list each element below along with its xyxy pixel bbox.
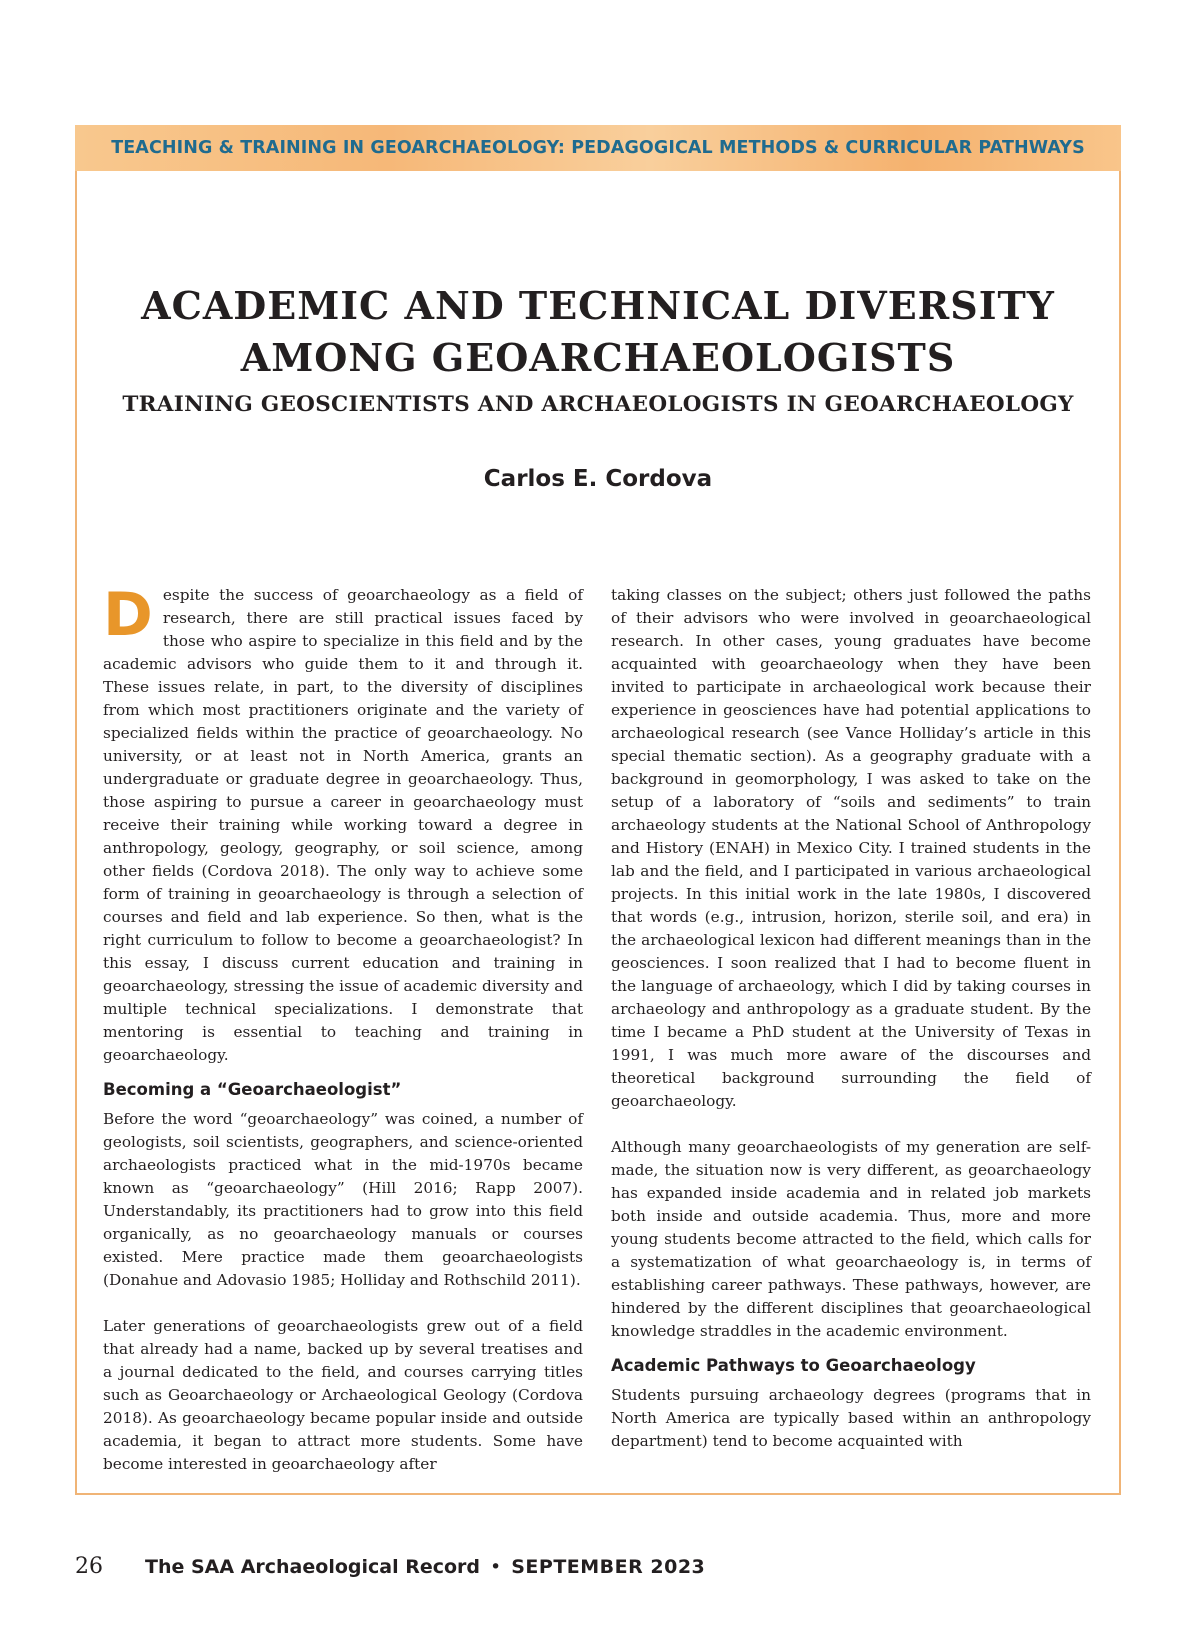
article-title [75, 280, 1121, 384]
right-column [611, 584, 1091, 1453]
issue-date: SEPTEMBER 2023 [511, 1556, 706, 1578]
paragraph: Students pursuing archaeology degrees (programs that in North America are typically based within an anthropology department) tend to become acquainted with [611, 1386, 1091, 1450]
left-column [103, 580, 583, 1476]
journal-name: The SAA Archaeological Record [145, 1556, 481, 1578]
section-banner [75, 125, 1121, 171]
footer-bullet: • [490, 1556, 502, 1578]
page-footer [75, 1554, 705, 1579]
author-name: Carlos E. Cordova [483, 466, 713, 492]
title-line-2: AMONG GEOARCHAEOLOGISTS [240, 335, 956, 380]
paragraph: Later generations of geoarchaeologists grew out of a field that already had a name, backed up by several treatises and a journal dedicated to the field, and courses carrying titles such as Geoarchaeology or Archaeological Geology (Cordova 2018). As geoarchaeology became popular inside and outside academia, it began to attract more students. Some have become interested in geoarchaeology after [103, 1317, 583, 1473]
section-heading-becoming: Becoming a “Geoarchaeologist” [103, 1080, 402, 1099]
article-subtitle: TRAINING GEOSCIENTISTS AND ARCHAEOLOGISTS IN GEOARCHAEOLOGY [122, 392, 1074, 417]
paragraph: taking classes on the subject; others just followed the paths of their advisors who were involved in geoarchaeological research. In other cases, young graduates have become acquainted with geoarchaeology when they have been invited to participate in archaeological work because their experience in geosciences have had potential applications to archaeological research (see Vance Holliday’s article in this special thematic section). As a geography graduate with a background in geomorphology, I was asked to take on the setup of a laboratory of “soils and sediments” to train archaeology students at the National School of Anthropology and History (ENAH) in Mexico City. I trained students in the lab and the field, and I participated in various archaeological projects. In this initial work in the late 1980s, I discovered that words (e.g., intrusion, horizon, sterile soil, and era) in the archaeological lexicon had different meanings than in the geosciences. I soon realized that I had to become fluent in the language of archaeology, which I did by taking courses in archaeology and anthropology as a graduate student. By the time I became a PhD student at the University of Texas in 1991, I was much more aware of the discourses and theoretical background surrounding the field of geoarchaeology. [611, 586, 1091, 1110]
intro-paragraph: Despite the success of geoarchaeology as a field of research, there are still practical issues faced by those who aspire to specialize in this field and by the academic advisors who guide them to it and through it. These issues relate, in part, to the diversity of disciplines from which most practitioners originate and the variety of specialized fields within the practice of geoarchaeology. No university, or at least not in North America, grants an undergraduate or graduate degree in geoarchaeology. Thus, those aspiring to pursue a career in geoarchaeology must receive their training while working toward a degree in anthropology, geology, geography, or soil science, among other fields (Cordova 2018). The only way to achieve some form of training in geoarchaeology is through a selection of courses and field and lab experience. So then, what is the right curriculum to follow to become a geoarchaeologist? In this essay, I discuss current education and training in geoarchaeology, stressing the issue of academic diversity and multiple technical specializations. I demonstrate that mentoring is essential to teaching and training in geoarchaeology. [103, 580, 583, 1064]
paragraph: Although many geoarchaeologists of my generation are self-made, the situation now is very different, as geoarchaeology has expanded inside academia and in related job markets both inside and outside academia. Thus, more and more young students become attracted to the field, which calls for a systematization of what geoarchaeology is, in terms of establishing career pathways. These pathways, however, are hindered by the different disciplines that geoarchaeological knowledge straddles in the academic environment. [611, 1138, 1091, 1340]
title-line-1: ACADEMIC AND TECHNICAL DIVERSITY [141, 283, 1055, 328]
section-heading-academic-pathways: Academic Pathways to Geoarchaeology [611, 1356, 976, 1375]
page-number: 26 [75, 1554, 103, 1579]
banner-text: TEACHING & TRAINING IN GEOARCHAEOLOGY: PEDAGOGICAL METHODS & CURRICULAR PATHWAYS [111, 138, 1085, 158]
drop-cap: D [103, 580, 153, 650]
paragraph: Before the word “geoarchaeology” was coined, a number of geologists, soil scientists, geographers, and science-oriented archaeologists practiced what in the mid-1970s became known as “geoarchaeology” (Hill 2016; Rapp 2007). Understandably, its practitioners had to grow into this field organically, as no geoarchaeology manuals or courses existed. Mere practice made them geoarchaeologists (Donahue and Adovasio 1985; Holliday and Rothschild 2011). [103, 1110, 583, 1289]
